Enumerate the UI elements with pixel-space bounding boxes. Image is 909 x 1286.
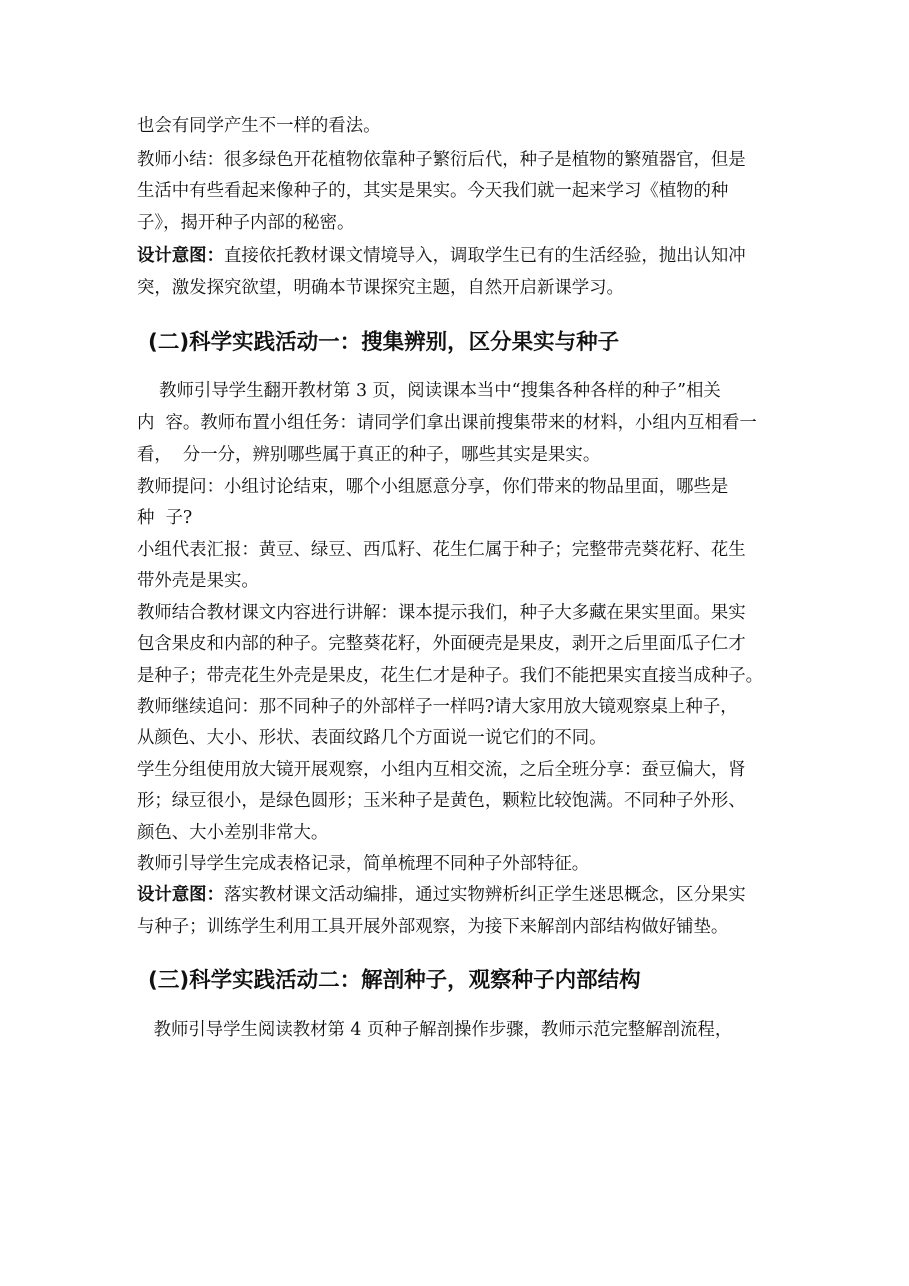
design-intent-text: 落实教材课文活动编排，通过实物辨析纠正学生迷思概念，区分果实	[223, 885, 746, 905]
section-heading-2: (二)科学实践活动一：搜集辨别，区分果实与种子	[148, 330, 620, 355]
text-line: 教师引导学生阅读教材第 4 页种子解剖操作步骤，教师示范完整解剖流程，	[137, 1020, 733, 1040]
text-line: 教师结合教材课文内容进行讲解：课本提示我们，种子大多藏在果实里面。果实	[137, 603, 746, 623]
text-line: 教师提问：小组讨论结束，哪个小组愿意分享，你们带来的物品里面，哪些是	[137, 477, 729, 497]
text-line: 也会有同学产生不一样的看法。	[137, 116, 381, 136]
text-line: 教师引导学生翻开教材第 3 页，阅读课本当中“搜集各种各样的种子”相关	[137, 381, 721, 401]
text-line: 学生分组使用放大镜开展观察，小组内互相交流，之后全班分享：蚕豆偏大，肾	[137, 760, 746, 780]
text-line: 形；绿豆很小，是绿色圆形；玉米种子是黄色，颗粒比较饱满。不同种子外形、	[137, 791, 746, 811]
design-intent-2	[137, 887, 746, 904]
text-line: 颜色、大小差别非常大。	[137, 823, 329, 843]
text-line: 教师小结：很多绿色开花植物依靠种子繁衍后代，种子是植物的繁殖器官，但是	[137, 150, 746, 170]
design-intent-1	[137, 248, 746, 265]
text-line: 小组代表汇报：黄豆、绿豆、西瓜籽、花生仁属于种子；完整带壳葵花籽、花生	[137, 540, 746, 560]
text-line: 从颜色、大小、形状、表面纹路几个方面说一说它们的不同。	[137, 728, 607, 748]
text-line: 与种子；训练学生利用工具开展外部观察，为接下来解剖内部结构做好铺垫。	[137, 917, 729, 937]
design-intent-label: 设计意图：	[137, 885, 224, 905]
text-line: 包含果皮和内部的种子。完整葵花籽，外面硬壳是果皮，剥开之后里面瓜子仁才	[137, 634, 746, 654]
text-line: 看， 分一分，辨别哪些属于真正的种子，哪些其实是果实。	[137, 445, 601, 465]
text-line: 教师继续追问：那不同种子的外部样子一样吗?请大家用放大镜观察桌上种子，	[137, 697, 738, 717]
text-line: 内 容。教师布置小组任务：请同学们拿出课前搜集带来的材料，小组内互相看一	[137, 413, 757, 433]
text-line: 是种子；带壳花生外壳是果皮，花生仁才是种子。我们不能把果实直接当成种子。	[137, 666, 764, 686]
text-line: 生活中有些看起来像种子的，其实是果实。今天我们就一起来学习《植物的种	[137, 181, 729, 201]
section-heading-3: (三)科学实践活动二：解剖种子，观察种子内部结构	[148, 968, 641, 993]
text-line: 教师引导学生完成表格记录，简单梳理不同种子外部特征。	[137, 854, 590, 874]
text-line: 种 子?	[137, 508, 193, 528]
text-line: 突，激发探究欲望，明确本节课探究主题，自然开启新课学习。	[137, 278, 624, 298]
text-line: 带外壳是果实。	[137, 571, 259, 591]
design-intent-label: 设计意图：	[137, 246, 224, 266]
design-intent-text: 直接依托教材课文情境导入，调取学生已有的生活经验，抛出认知冲	[223, 246, 746, 266]
text-line: 子》，揭开种子内部的秘密。	[137, 213, 355, 233]
